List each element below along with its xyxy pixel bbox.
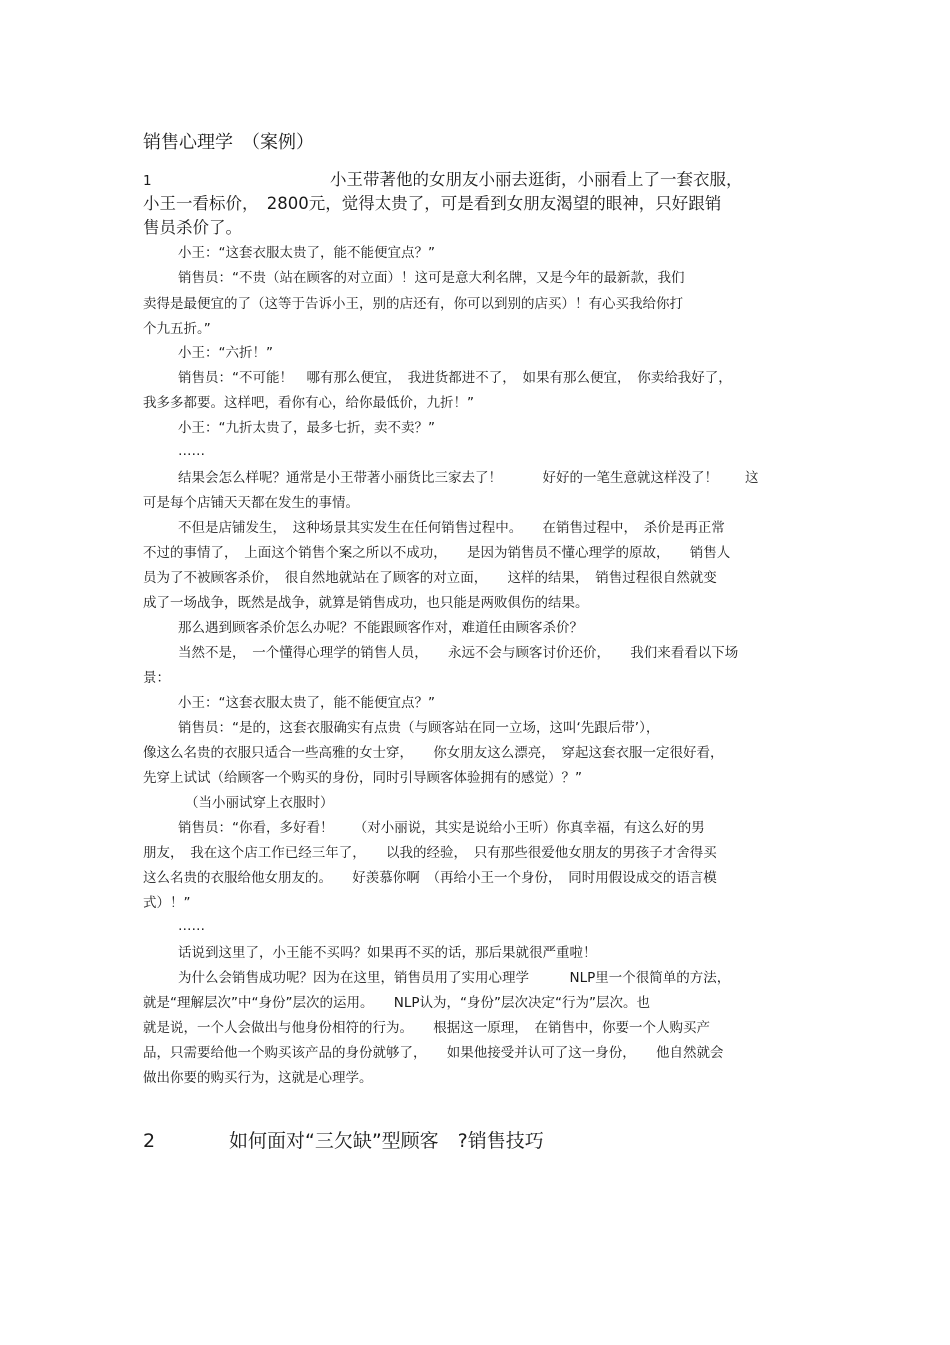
body-line: 先穿上试试（给顾客一个购买的身份，同时引导顾客体验拥有的感觉）？”: [143, 770, 582, 786]
body-line: 员为了不被顾客杀价， 很自然地就站在了顾客的对立面， 这样的结果， 销售过程很自然就变: [143, 570, 717, 586]
body-line: 销售员：“不贵（站在顾客的对立面）！这可是意大利名牌，又是今年的最新款，我们: [178, 270, 685, 286]
body-line: （当小丽试穿上衣服时）: [185, 795, 334, 811]
body-line: 小王：“这套衣服太贵了，能不能便宜点？”: [178, 695, 435, 711]
body-line: 那么遇到顾客杀价怎么办呢？不能跟顾客作对，难道任由顾客杀价？: [178, 620, 583, 636]
body-line: 就是说，一个人会做出与他身份相符的行为。 根据这一原理， 在销售中，你要一个人购买产: [143, 1020, 710, 1036]
body-line: 像这么名贵的衣服只适合一些高雅的女士穿， 你女朋友这么漂亮， 穿起这套衣服一定很好看，: [143, 745, 724, 761]
lead-line: 售员杀价了。: [143, 218, 242, 237]
body-line: 成了一场战争，既然是战争，就算是销售成功，也只能是两败俱伤的结果。: [143, 595, 589, 611]
body-line: 不但是店铺发生， 这种场景其实发生在任何销售过程中。 在销售过程中， 杀价是再正常: [178, 520, 725, 536]
ellipsis: ……: [178, 918, 205, 934]
body-line: 朋友， 我在这个店工作已经三年了， 以我的经验， 只有那些很爱他女朋友的男孩子才舍得买: [143, 845, 717, 861]
lead-line: 小王一看标价， 2800元，觉得太贵了，可是看到女朋友渴望的眼神，只好跟销: [143, 194, 722, 213]
body-line: 小王：“九折太贵了，最多七折，卖不卖？”: [178, 420, 435, 436]
body-line: 我多多都要。这样吧，看你有心，给你最低价，九折！”: [143, 395, 474, 411]
document-title: 销售心理学 （案例）: [143, 132, 314, 153]
body-line: 做出你要的购买行为，这就是心理学。: [143, 1070, 373, 1086]
body-line: 不过的事情了， 上面这个销售个案之所以不成功， 是因为销售员不懂心理学的原故， 销售人: [143, 545, 731, 561]
body-line: 式）！”: [143, 895, 191, 911]
body-line: 小王：“这套衣服太贵了，能不能便宜点？”: [178, 245, 435, 261]
lead-line: 小王带著他的女朋友小丽去逛街，小丽看上了一套衣服，: [330, 170, 743, 189]
body-line: 个九五折。”: [143, 321, 211, 337]
body-line: 可是每个店铺天天都在发生的事情。: [143, 495, 359, 511]
body-line: 话说到这里了，小王能不买吗？如果再不买的话，那后果就很严重啦！: [178, 945, 597, 961]
section-number: 2: [143, 1130, 156, 1152]
body-line: 卖得是最便宜的了（这等于告诉小王，别的店还有，你可以到别的店买）！有心买我给你打: [143, 296, 683, 312]
ellipsis: ……: [178, 443, 205, 459]
body-line: 销售员：“是的，这套衣服确实有点贵（与顾客站在同一立场，这叫‘先跟后带’），: [178, 720, 660, 736]
body-line: 结果会怎么样呢？通常是小王带著小丽货比三家去了！ 好好的一笔生意就这样没了！ 这: [178, 470, 759, 486]
body-line: 品，只需要给他一个购买该产品的身份就够了， 如果他接受并认可了这一身份， 他自然就会: [143, 1045, 724, 1061]
body-line: 就是“理解层次”中“身份”层次的运用。 NLP认为，“身份”层次决定“行为”层次。也: [143, 995, 650, 1011]
section-heading: 如何面对“三欠缺”型顾客 ?销售技巧: [229, 1130, 544, 1152]
body-line: 这么名贵的衣服给他女朋友的。 好羡慕你啊 （再给小王一个身份， 同时用假设成交的语言模: [143, 870, 717, 886]
body-line: 景：: [143, 670, 170, 686]
body-line: 当然不是， 一个懂得心理学的销售人员， 永远不会与顾客讨价还价， 我们来看看以下场: [178, 645, 739, 661]
body-line: 为什么会销售成功呢？因为在这里，销售员用了实用心理学 NLP里一个很简单的方法，: [178, 970, 731, 986]
body-line: 小王：“六折！”: [178, 345, 273, 361]
case-number: 1: [143, 173, 152, 189]
body-line: 销售员：“不可能！ 哪有那么便宜， 我进货都进不了， 如果有那么便宜， 你卖给我好了，: [178, 370, 732, 386]
body-line: 销售员：“你看，多好看！ （对小丽说，其实是说给小王听）你真幸福，有这么好的男: [178, 820, 705, 836]
